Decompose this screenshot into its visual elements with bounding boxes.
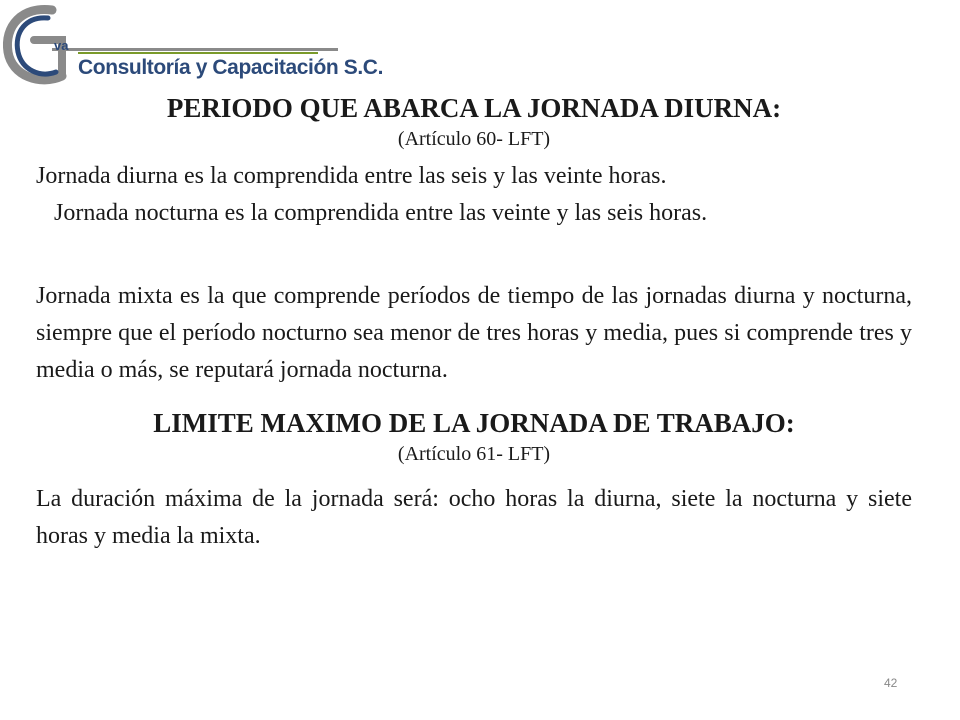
section-heading-limite-maximo: LIMITE MAXIMO DE LA JORNADA DE TRABAJO: (153, 408, 795, 438)
paragraph-jornada-mixta: Jornada mixta es la que comprende períodos de tiempo de las jornadas diurna y nocturna, siempre que el período nocturno sea menor de tres horas y media, pues si comprende tres y media o más, se reputará jornada nocturna. (36, 283, 912, 383)
paragraph-jornada-diurna: Jornada diurna es la comprendida entre las seis y las veinte horas. (36, 163, 667, 189)
logo-company-name: Consultoría y Capacitación S.C. (78, 56, 383, 79)
company-logo (0, 0, 383, 92)
paragraph-spacer (36, 232, 912, 270)
article-reference-61: (Artículo 61- LFT) (397, 443, 551, 465)
article-reference-60: (Artículo 60- LFT) (397, 128, 551, 150)
logo-brand-text: va (54, 38, 69, 53)
paragraph-jornada-nocturna: Jornada nocturna es la comprendida entre las veinte y las seis horas. (54, 200, 708, 226)
page-number: 42 (884, 676, 898, 690)
section-heading-jornada-diurna: PERIODO QUE ABARCA LA JORNADA DIURNA: (166, 93, 782, 123)
paragraph-duracion-maxima: La duración máxima de la jornada será: ocho horas la diurna, siete la nocturna y siete horas y media la mixta. (36, 486, 912, 549)
slide-content (36, 92, 912, 555)
